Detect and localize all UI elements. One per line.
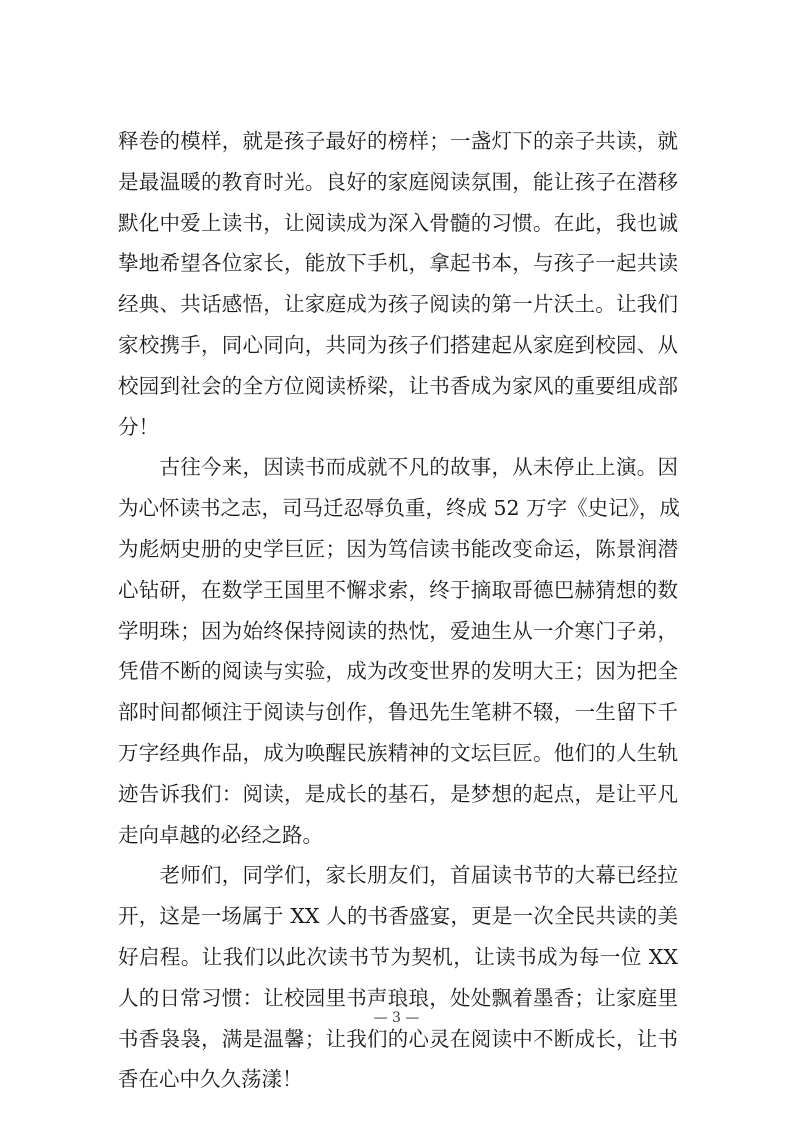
text-line: 部时间都倾注于阅读与创作，鲁迅先生笔耕不辍，一生留下千 xyxy=(118,700,678,725)
page-number: — 3 — xyxy=(373,1010,420,1026)
paragraph-2 xyxy=(118,447,678,855)
text-line: 人的日常习惯：让校园里书声琅琅，处处飘着墨香；让家庭里 xyxy=(118,985,678,1010)
text-line: 经典、共话感悟，让家庭成为孩子阅读的第一片沃土。让我们 xyxy=(118,292,678,317)
text-line: 校园到社会的全方位阅读桥梁，让书香成为家风的重要组成部 xyxy=(118,373,678,398)
text-line: 开，这是一场属于 XX 人的书香盛宴，更是一次全民共读的美 xyxy=(118,904,678,929)
text-line: 古往今来，因读书而成就不凡的故事，从未停止上演。因 xyxy=(118,455,678,480)
text-line: 释卷的模样，就是孩子最好的榜样；一盏灯下的亲子共读，就 xyxy=(118,129,678,153)
text-line: 万字经典作品，成为唤醒民族精神的文坛巨匠。他们的人生轨 xyxy=(118,740,678,765)
paragraph-3 xyxy=(118,855,678,1100)
text-line: 为彪炳史册的史学巨匠；因为笃信读书能改变命运，陈景润潜 xyxy=(118,536,678,561)
text-line: 迹告诉我们：阅读，是成长的基石，是梦想的起点，是让平凡 xyxy=(118,781,678,806)
paragraph-1 xyxy=(118,121,678,447)
text-line: 家校携手，同心同向，共同为孩子们搭建起从家庭到校园、从 xyxy=(118,332,678,357)
text-line: 是最温暖的教育时光。良好的家庭阅读氛围，能让孩子在潜移 xyxy=(118,169,678,194)
body-text xyxy=(118,121,678,1100)
text-line: 老师们，同学们，家长朋友们，首届读书节的大幕已经拉 xyxy=(118,863,678,888)
text-line: 好启程。让我们以此次读书节为契机，让读书成为每一位 XX xyxy=(118,944,678,969)
text-line: 为心怀读书之志，司马迁忍辱负重，终成 52 万字《史记》，成 xyxy=(118,496,680,521)
text-line: 香在心中久久荡漾！ xyxy=(118,1067,303,1092)
text-line: 心钻研，在数学王国里不懈求索，终于摘取哥德巴赫猜想的数 xyxy=(118,577,678,602)
text-line: 凭借不断的阅读与实验，成为改变世界的发明大王；因为把全 xyxy=(118,659,678,684)
text-line: 默化中爱上读书，让阅读成为深入骨髓的习惯。在此，我也诚 xyxy=(118,210,678,235)
text-line: 分！ xyxy=(118,414,159,439)
text-line: 学明珠；因为始终保持阅读的热忱，爱迪生从一介寒门子弟， xyxy=(118,618,678,643)
text-line: 走向卓越的必经之路。 xyxy=(118,822,323,847)
text-line: 挚地希望各位家长，能放下手机，拿起书本，与孩子一起共读 xyxy=(118,251,678,276)
text-line: 书香袅袅，满是温馨；让我们的心灵在阅读中不断成长，让书 xyxy=(118,1026,678,1051)
